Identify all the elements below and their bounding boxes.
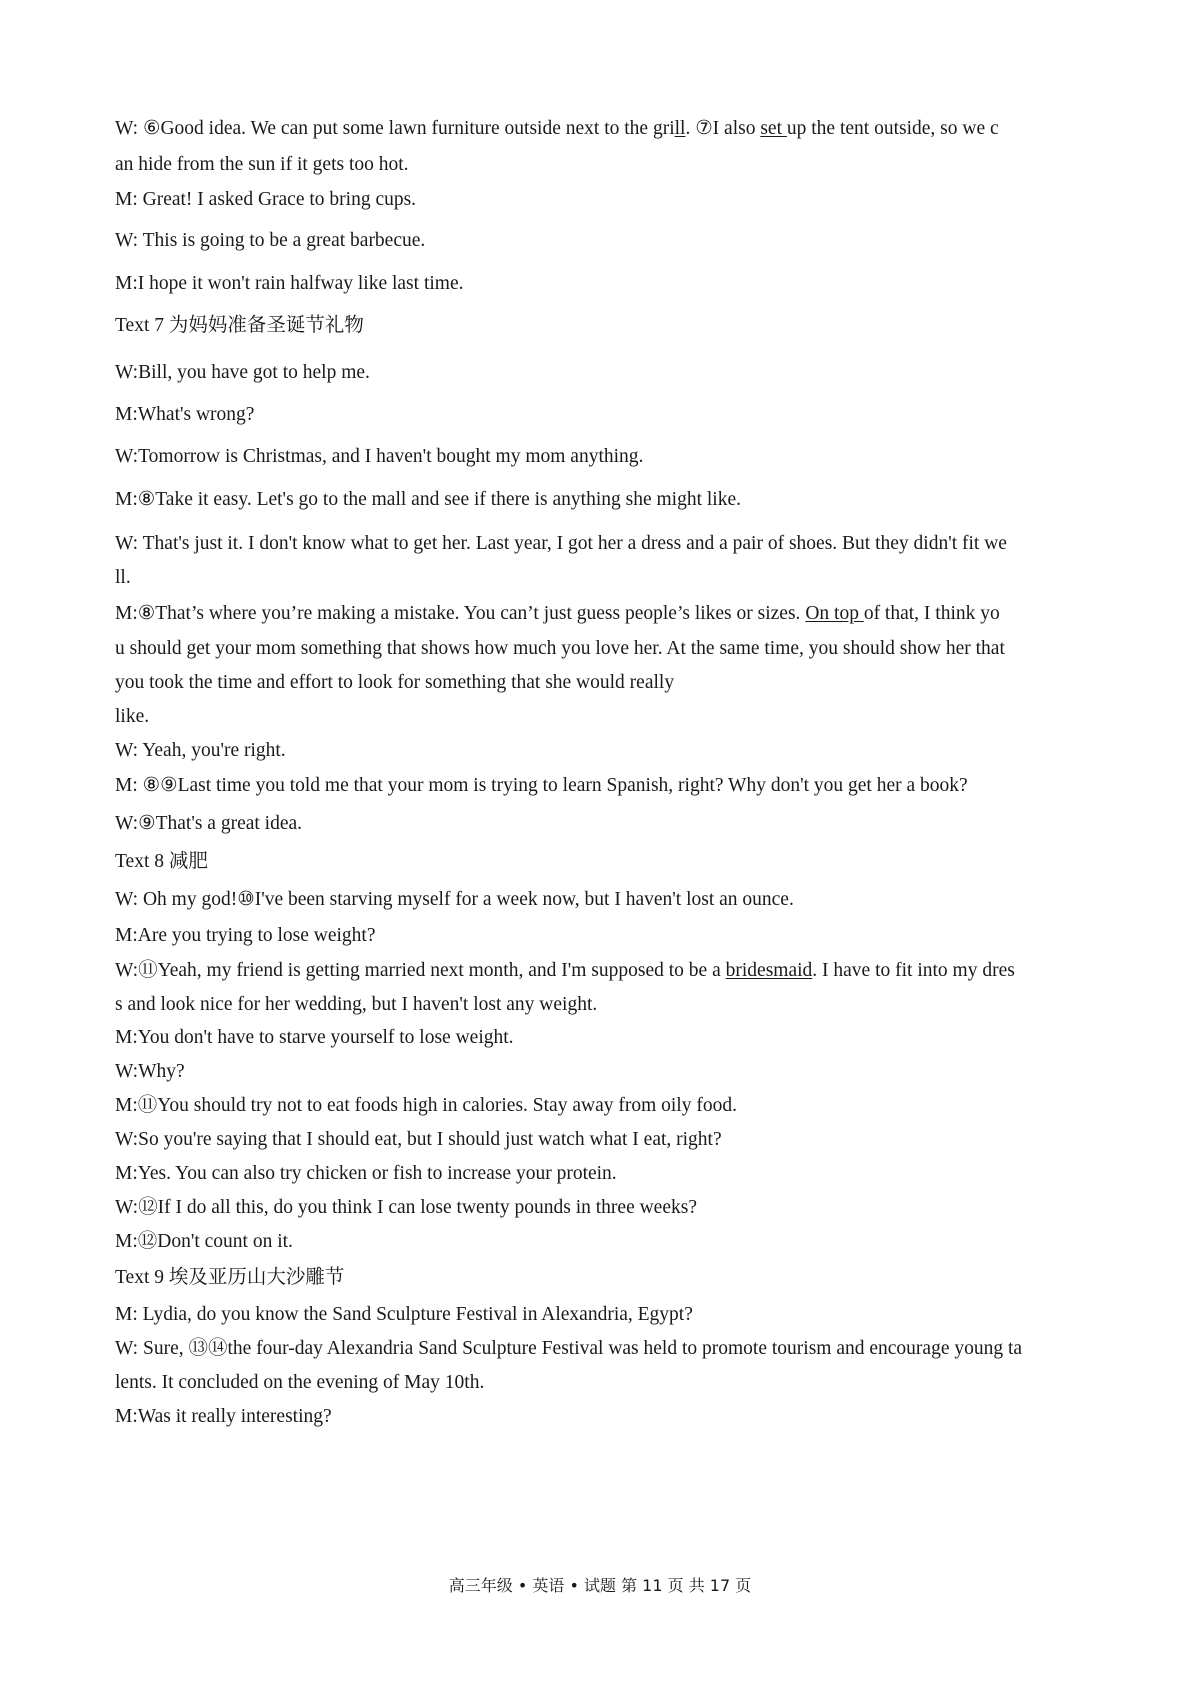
dialogue-line [115, 117, 999, 141]
dialogue-line: u should get your mom something that shows how much you love her. At the same time, you should show her that [115, 638, 1005, 659]
dialogue-line: W:Why? [115, 1061, 185, 1082]
dialogue-line: M:⑧Take it easy. Let's go to the mall and see if there is anything she might like. [115, 489, 741, 510]
dialogue-line: M: Lydia, do you know the Sand Sculpture Festival in Alexandria, Egypt? [115, 1304, 693, 1325]
dialogue-line: M:Was it really interesting? [115, 1406, 332, 1427]
dialogue-line: M:Yes. You can also try chicken or fish to increase your protein. [115, 1163, 617, 1184]
section-heading: Text 7 为妈妈准备圣诞节礼物 [115, 315, 364, 336]
underlined-phrase: On top [805, 603, 864, 624]
dialogue-line: ll. [115, 567, 131, 588]
line-text: M:⑧That’s where you’re making a mistake. You can’t just guess people’s likes or sizes. [115, 603, 806, 624]
section-heading: Text 8 减肥 [115, 851, 208, 872]
underlined-word: bridesmaid [725, 960, 813, 981]
dialogue-line [115, 959, 1015, 983]
dialogue-line: M:I hope it won't rain halfway like last time. [115, 273, 464, 294]
dialogue-line: W:Bill, you have got to help me. [115, 362, 370, 383]
dialogue-line: W: Sure, ⑬⑭the four-day Alexandria Sand Sculpture Festival was held to promote tourism and encourage young ta [115, 1338, 1023, 1359]
dialogue-line: M:⑫Don't count on it. [115, 1231, 293, 1252]
dialogue-line: you took the time and effort to look for something that she would really [115, 672, 675, 693]
dialogue-line: an hide from the sun if it gets too hot. [115, 154, 409, 175]
section-heading: Text 9 埃及亚历山大沙雕节 [115, 1267, 345, 1288]
dialogue-line: like. [115, 706, 150, 727]
dialogue-line: W:So you're saying that I should eat, but I should just watch what I eat, right? [115, 1129, 722, 1150]
dialogue-line: W: This is going to be a great barbecue. [115, 230, 426, 251]
line-text: W: ⑥Good idea. We can put some lawn furniture outside next to the gri [115, 118, 675, 139]
dialogue-line: W: That's just it. I don't know what to get her. Last year, I got her a dress and a pair of shoes. But they didn't fit we [115, 533, 1007, 554]
underlined-word: set [760, 118, 787, 139]
dialogue-line: W:⑨That's a great idea. [115, 813, 303, 834]
dialogue-line: W:Tomorrow is Christmas, and I haven't bought my mom anything. [115, 446, 644, 467]
underlined-word: ll [674, 118, 686, 139]
dialogue-line: M: Great! I asked Grace to bring cups. [115, 189, 417, 210]
dialogue-line: M:Are you trying to lose weight? [115, 925, 376, 946]
line-text: W:⑪Yeah, my friend is getting married next month, and I'm supposed to be a [115, 960, 726, 981]
dialogue-line: W: Yeah, you're right. [115, 740, 286, 761]
line-text: . I have to fit into my dres [812, 960, 1015, 981]
dialogue-line: M:What's wrong? [115, 404, 255, 425]
dialogue-line: M:⑪You should try not to eat foods high in calories. Stay away from oily food. [115, 1095, 737, 1116]
line-text: . ⑦I also [685, 118, 761, 139]
dialogue-line: lents. It concluded on the evening of May 10th. [115, 1372, 485, 1393]
dialogue-line: W: Oh my god!⑩I've been starving myself for a week now, but I haven't lost an ounce. [115, 889, 794, 910]
line-text: of that, I think yo [863, 603, 1000, 624]
dialogue-line: s and look nice for her wedding, but I haven't lost any weight. [115, 994, 598, 1015]
dialogue-line [115, 602, 1000, 626]
line-text: up the tent outside, so we c [786, 118, 999, 139]
dialogue-line: M: ⑧⑨Last time you told me that your mom is trying to learn Spanish, right? Why don't you get her a book? [115, 775, 968, 796]
page-footer: 高三年级 • 英语 • 试题 第 11 页 共 17 页 [448, 1576, 752, 1595]
dialogue-line: M:You don't have to starve yourself to lose weight. [115, 1027, 514, 1048]
dialogue-line: W:⑫If I do all this, do you think I can lose twenty pounds in three weeks? [115, 1197, 697, 1218]
